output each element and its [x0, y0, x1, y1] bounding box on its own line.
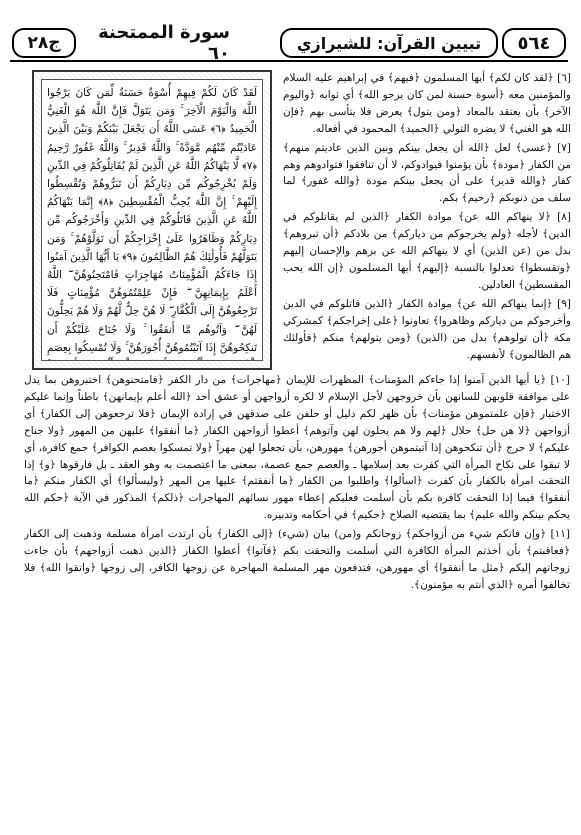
- commentary-paragraph: [١٠] ﴿يا أيها الذين آمنوا إذا جاءكم المؤمنات﴾ المظهرات للإيمان ﴿مهاجرات﴾ من دار الكفر ﴿فامتحنوهن﴾ اختبروهن بما يدل على موافقة قلوبهن للسانهن بأن خروجهن لأجل الإسلام لا لكره أزواجهن أو عشق أحد ﴿الله أعلم بإيمانهن﴾ باطناً وإنما عليكم الاختبار ﴿فإن علمتموهن مؤمنات﴾ بأن ظهر لكم دليل أو حلفن على صدقهن في إرادة الإيمان ﴿فلا ترجعوهن إلى الكفار﴾ أي أزواجهن ﴿لا هن حل﴾ حلال ﴿لهم ولا هم يحلون لهن وآتوهم﴾ أعطوا أزواجهن الكفار ﴿ما أنفقوا﴾ عليهن من المهور ﴿ولا جناح عليكم﴾ لا حرج ﴿أن تنكحوهن إذا آتيتموهن أجورهن﴾ مهورهن، بأن تجعلوا لهن مهراً ﴿ولا تمسكوا بعصم الكوافر﴾ جمع كافرة، أي لا تبقوا على نكاح المرأة التي كفرت بعد إسلامها ـ والعصم جمع عصمة، بمعنى ما اعتصمت به وهو العقد ـ بل فارقوها ﴿و﴾ إذا التحقت امرأة بالكفار بأن كفرت ﴿اسألوا﴾ واطلبوا من الكفار ﴿ما أنفقتم﴾ عليها من المهر ﴿وليسألوا﴾ أي الكفار منكم ﴿ما أنفقوا﴾ فيما إذا التحقت كافرة بكم بأن أسلمت فعليكم إعطاء مهور نسائهم المهاجرات ﴿ذلكم﴾ المذكور في الآية ﴿حكم الله يحكم بينكم والله عليم﴾ بما يقتضيه الصلاح ﴿حكيم﴾ في أحكامه وتدبيره.: [24, 374, 570, 522]
- book-title: تبيين القرآن: للشيرازي: [280, 28, 498, 58]
- commentary-full-column: [24, 372, 570, 817]
- juz-label: ج٢٨: [12, 28, 76, 58]
- commentary-side-column: [283, 70, 571, 372]
- commentary-paragraph: [٩] ﴿إنما ينهاكم الله عن﴾ موادة الكفار ﴿الذين قاتلوكم في الدين وأخرجوكم من دياركم وظاهروا﴾ تعاونوا ﴿على إخراجكم﴾ كمشركي مكة ﴿أن تولوهم﴾ بدل من (الذين) ﴿ومن يتولهم﴾ منكم ﴿فأولئك هم الظالمون﴾ لأنفسهم.: [283, 297, 571, 361]
- commentary-paragraph: [٦] ﴿لقد كان لكم﴾ أيها المسلمون ﴿فيهم﴾ في إبراهيم عليه السلام والمؤمنين معه ﴿أسوة حسنة لمن كان يرجو الله﴾ أي ثوابه ﴿واليوم الآخر﴾ بأن يعتقد بالمعاد ﴿ومن يتول﴾ يعرض فلا يتأسى بهم ﴿فإن الله هو الغني﴾ لا يضره التولي ﴿الحميد﴾ المحمود في أفعاله.: [283, 72, 571, 135]
- quran-text-frame: [32, 70, 272, 370]
- commentary-paragraph: [١١] ﴿وإن فاتكم شيء من أزواجكم﴾ زوجاتكم و(من) بيان (شيء) ﴿إلى الكفار﴾ بأن ارتدت امرأة مسلمة وذهبت إلى الكفار ﴿فعاقبتم﴾ بأن أخذتم المرأة الكافرة التي أسلمت والتحقت بكم ﴿فآتوا﴾ أعطوا الكفار ﴿الذين ذهبت أزواجهم﴾ بأن جاءت زوجاتهم إليكم ﴿مثل ما أنفقوا﴾ أي مهورهن، فتدفعون مهر المسلمة المهاجرة عن زوجها الكافر، إلى زوجها ﴿واتقوا الله﴾ فلا تخالفوا أمره ﴿الذي أنتم به مؤمنون﴾.: [24, 528, 570, 591]
- page-header: [10, 22, 568, 64]
- header-rule: [10, 60, 568, 62]
- commentary-paragraph: [٧] ﴿عسى﴾ لعل ﴿الله أن يجعل بينكم وبين الذين عاديتم منهم﴾ من الكفار ﴿مودة﴾ بأن يؤمنوا فيوادوكم، لا أن تنافقوا فتوادوهم وهم كفار ﴿والله قدير﴾ على أن يجعل بينكم مودة ﴿والله غفور﴾ لما سلف من ذنوبكم ﴿رحيم﴾ بكم.: [283, 141, 571, 205]
- quran-text: لَقَدْ كَانَ لَكُمْ فِيهِمْ أُسْوَةٌ حَسَنَةٌ لِّمَن كَانَ يَرْجُوا اللَّهَ وَالْيَوْمَ الْآخِرَ ۚ وَمَن يَتَوَلَّ فَإِنَّ اللَّهَ هُوَ الْغَنِيُّ الْحَمِيدُ ﴿٦﴾ عَسَى اللَّهُ أَن يَجْعَلَ بَيْنَكُمْ وَبَيْنَ الَّذِينَ عَادَيْتُم مِّنْهُم مَّوَدَّةً ۚ وَاللَّهُ قَدِيرٌ ۚ وَاللَّهُ غَفُورٌ رَّحِيمٌ ﴿٧﴾ لَّا يَنْهَاكُمُ اللَّهُ عَنِ الَّذِينَ لَمْ يُقَاتِلُوكُمْ فِي الدِّينِ وَلَمْ يُخْرِجُوكُم مِّن دِيَارِكُمْ أَن تَبَرُّوهُمْ وَتُقْسِطُوا إِلَيْهِمْ ۚ إِنَّ اللَّهَ يُحِبُّ الْمُقْسِطِينَ ﴿٨﴾ إِنَّمَا يَنْهَاكُمُ اللَّهُ عَنِ الَّذِينَ قَاتَلُوكُمْ فِي الدِّينِ وَأَخْرَجُوكُم مِّن دِيَارِكُمْ وَظَاهَرُوا عَلَىٰ إِخْرَاجِكُمْ أَن تَوَلَّوْهُمْ ۚ وَمَن يَتَوَلَّهُمْ فَأُولَٰئِكَ هُمُ الظَّالِمُونَ ﴿٩﴾ يَا أَيُّهَا الَّذِينَ آمَنُوا إِذَا جَاءَكُمُ الْمُؤْمِنَاتُ مُهَاجِرَاتٍ فَامْتَحِنُوهُنَّ ۖ اللَّهُ أَعْلَمُ بِإِيمَانِهِنَّ ۖ فَإِنْ عَلِمْتُمُوهُنَّ مُؤْمِنَاتٍ فَلَا تَرْجِعُوهُنَّ إِلَى الْكُفَّارِ ۖ لَا هُنَّ حِلٌّ لَّهُمْ وَلَا هُمْ يَحِلُّونَ لَهُنَّ ۖ وَآتُوهُم مَّا أَنفَقُوا ۚ وَلَا جُنَاحَ عَلَيْكُمْ أَن تَنكِحُوهُنَّ إِذَا آتَيْتُمُوهُنَّ أُجُورَهُنَّ ۚ وَلَا تُمْسِكُوا بِعِصَمِ: [41, 79, 263, 361]
- commentary-paragraph: [٨] ﴿لا ينهاكم الله عن﴾ موادة الكفار ﴿الذين لم يقاتلوكم في الدين﴾ لأجله ﴿ولم يخرجوكم من دياركم﴾ من بلادكم ﴿أن تبروهم﴾ بدل من (عن الذين) أي لا ينهاكم الله عن برهم والإحسان إليهم ﴿وتقسطوا﴾ تعدلوا بالنسبة ﴿إليهم﴾ أيها المسلمون ﴿إن الله يحب المقسطين﴾ العادلين.: [283, 211, 571, 291]
- surah-title: سورة الممتحنة ٦٠: [98, 22, 230, 64]
- page-number: ٥٦٤: [502, 28, 566, 58]
